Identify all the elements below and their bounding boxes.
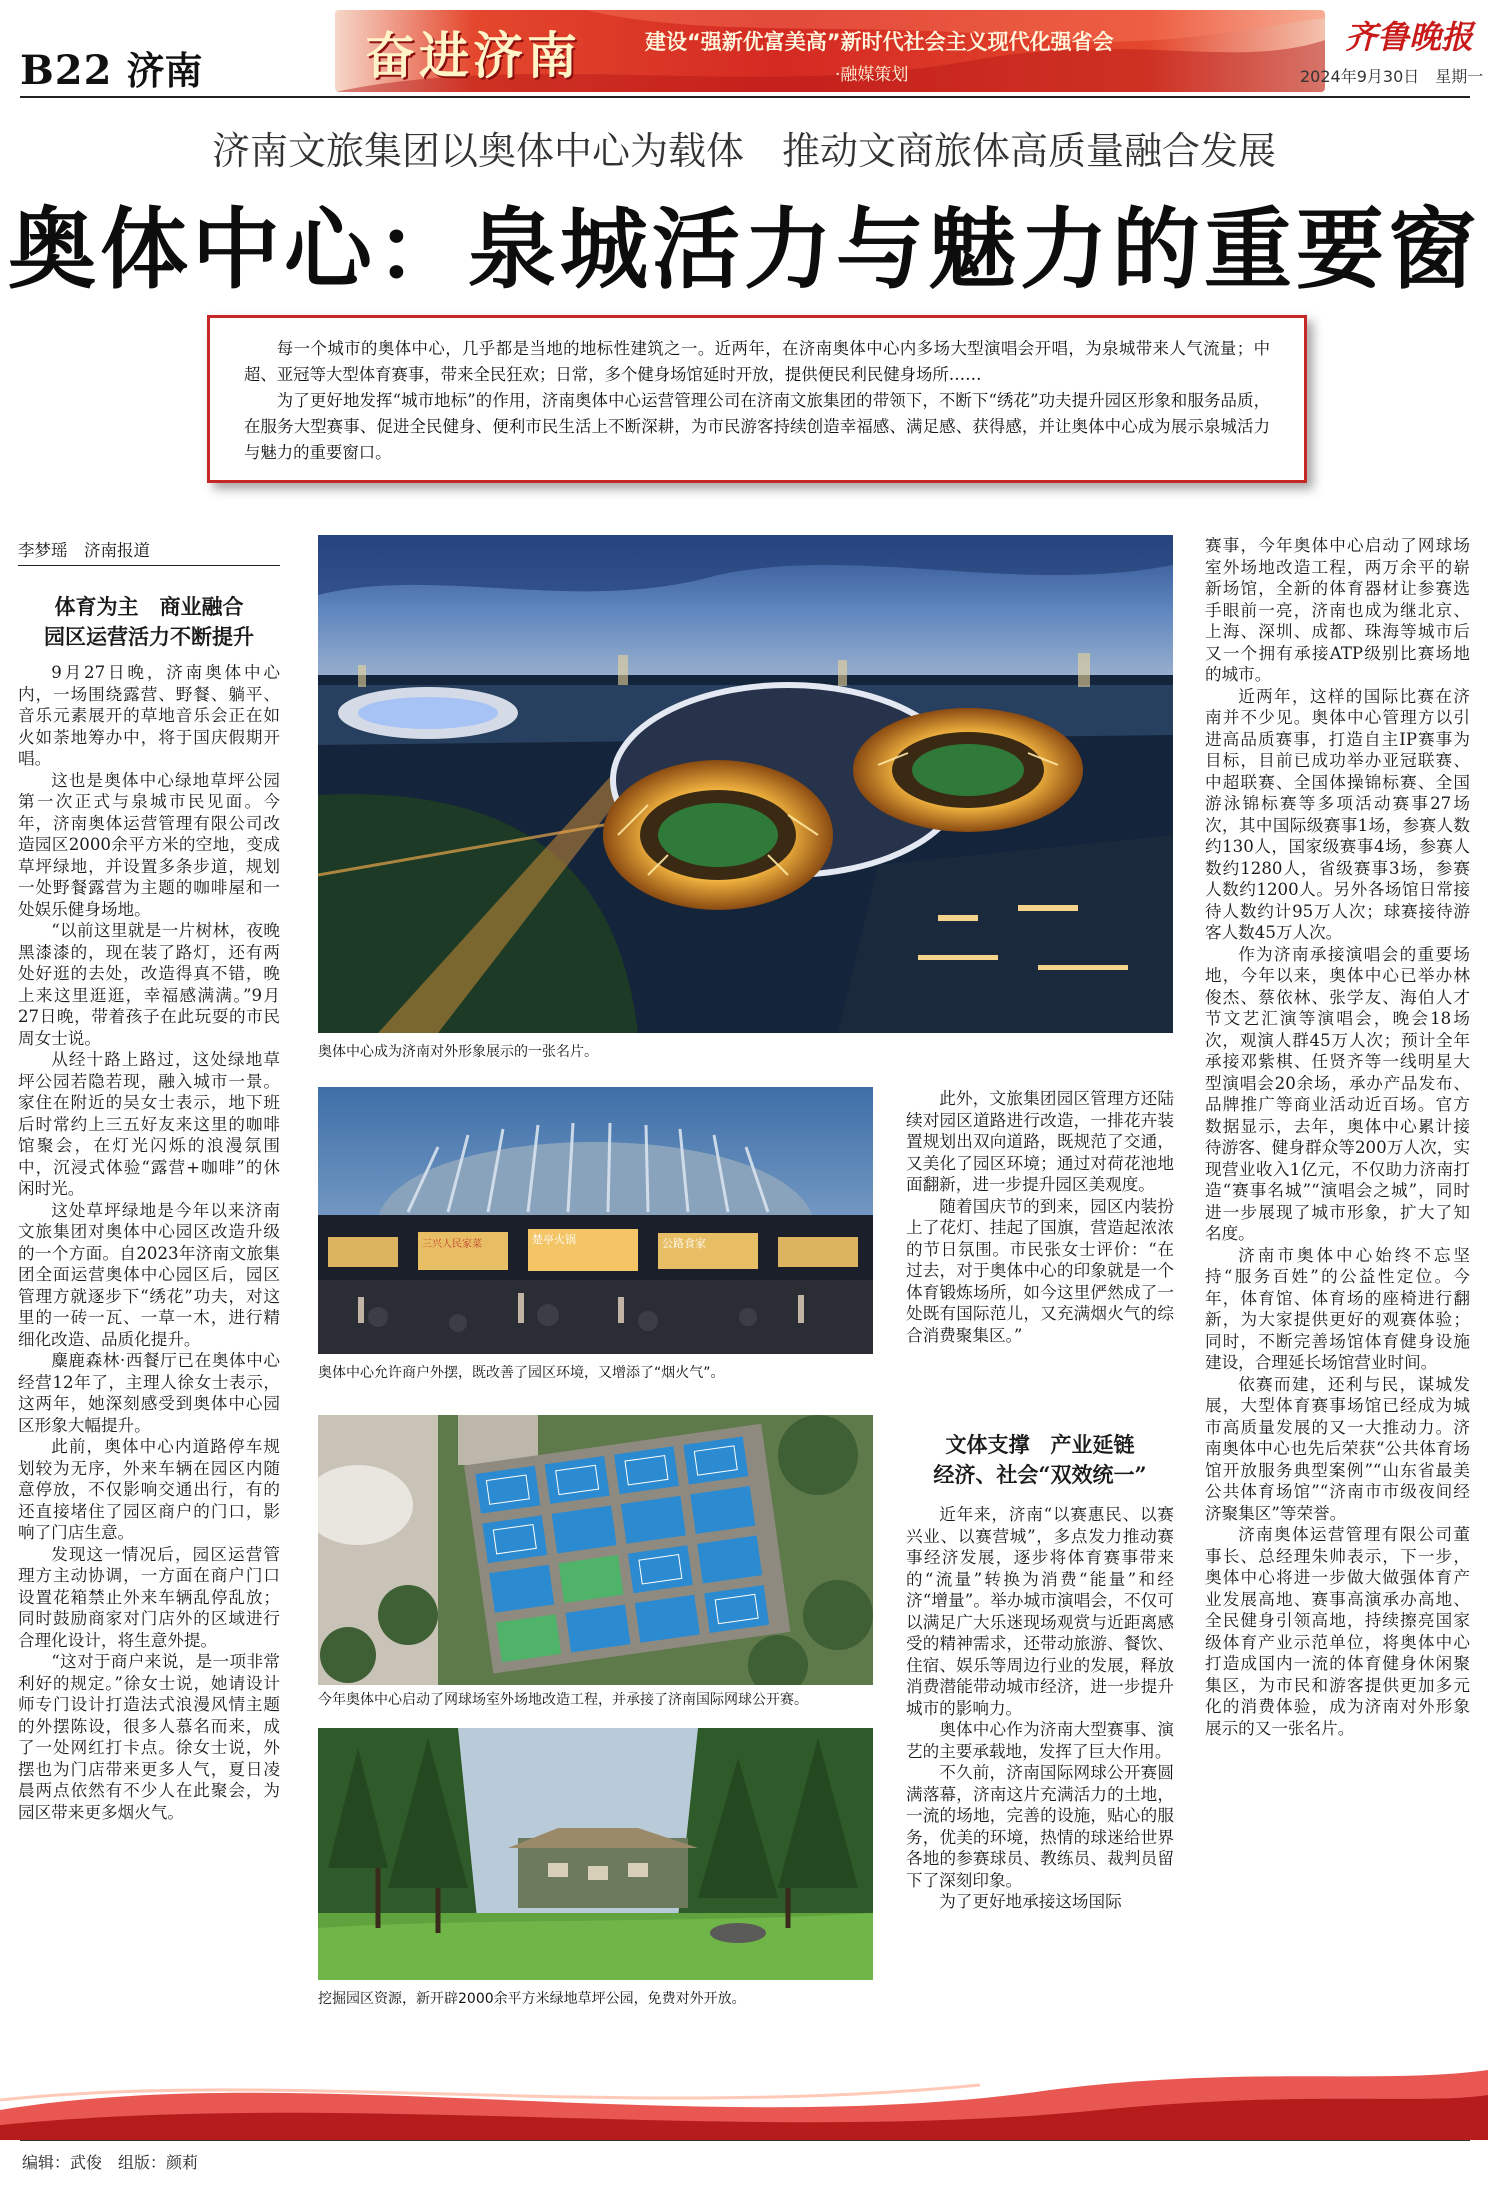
body-paragraph: 这处草坪绿地是今年以来济南文旅集团对奥体中心园区改造升级的一个方面。自2023年济南文旅集团全面运营奥体中心园区后，园区管理方就逐步下“绣花”功夫，对这里的一砖一瓦、一草一木，进行精细化改造、品质化提升。 (18, 1200, 280, 1349)
body-paragraph: 依赛而建，还利与民，谋城发展，大型体育赛事场馆已经成为城市高质量发展的又一大推动力。济南奥体中心也先后荣获“公共体育场馆开放服务典型案例”“山东省最美公共体育场馆”“济南市市级夜间经济聚集区”等荣誉。 (1205, 1374, 1470, 1523)
section-subhead (906, 1430, 1174, 1490)
page-header-left (20, 40, 203, 95)
photo-stadium-night-aerial (318, 535, 1173, 1033)
storefront-sign: 楚亭火锅 (532, 1233, 576, 1246)
body-paragraph: 从经十路上路过，这处绿地草坪公园若隐若现，融入城市一景。家住在附近的吴女士表示，地下班后时常约上三五好友来这里的咖啡馆聚会，在灯光闪烁的浪漫氛围中，沉浸式体验“露营+咖啡”的休闲时光。 (18, 1050, 280, 1198)
banner-subtitle: 建设“强新优富美高”新时代社会主义现代化强省会 (645, 30, 1114, 54)
body-paragraph: 作为济南承接演唱会的重要场地，今年以来，奥体中心已举办林俊杰、蔡依林、张学友、海伯人才节文艺汇演等演唱会，晚会18场次，观演人群45万人次；预计全年承接邓紫棋、任贤齐等一线明星大型演唱会20余场，承办产品发布、品牌推广等商业活动近百场。官方数据显示，去年，奥体中心累计接待游客、健身群众等200万人次，实现营业收入1亿元，不仅助力济南打造“赛事名城”“演唱会之城”，同时进一步展现了城市形象，扩大了知名度。 (1205, 944, 1470, 1243)
body-paragraph: 近年来，济南“以赛惠民、以赛兴业、以赛营城”，多点发力推动赛事经济发展，逐步将体育赛事带来的“流量”转换为消费“能量”和经济“增量”。举办城市演唱会，不仅可以满足广大乐迷现场观赏与近距离感受的精神需求，还带动旅游、餐饮、住宿、娱乐等周边行业的发展，释放消费潜能带动城市经济，进一步提升城市的影响力。 (906, 1505, 1174, 1718)
body-paragraph: 济南奥体运营管理有限公司董事长、总经理朱帅表示，下一步，奥体中心将进一步做大做强体育产业发展高地、赛事高演承办高地、全民健身引领高地，持续擦亮国家级体育产业示范单位，将奥体中心打造成国内一流的体育健身休闲聚集区，为市民和游客提供更加多元化的消费体验，成为济南对外形象展示的又一张名片。 (1205, 1525, 1470, 1738)
body-paragraph: 济南市奥体中心始终不忘坚持“服务百姓”的公益性定位。今年，体育馆、体育场的座椅进行翻新，为大家提供更好的观赛体验；同时，不断完善场馆体育健身设施建设，合理延长场馆营业时间。 (1205, 1245, 1470, 1372)
body-paragraph: 此前，奥体中心内道路停车规划较为无序，外来车辆在园区内随意停放，不仅影响交通出行，有的还直接堵住了园区商户的门口，影响了门店生意。 (18, 1437, 280, 1542)
body-paragraph: “以前这里就是一片树林，夜晚黑漆漆的，现在装了路灯，还有两处好逛的去处，改造得真不错，晚上来这里逛逛，幸福感满满。”9月27日晚，带着孩子在此玩耍的市民周女士说。 (18, 921, 280, 1048)
photo-caption: 挖掘园区资源，新开辟2000余平方米绿地草坪公园，免费对外开放。 (318, 1991, 746, 2007)
column-1 (18, 592, 280, 1823)
subhead-line: 园区运营活力不断提升 (44, 624, 254, 649)
photo-caption: 今年奥体中心启动了网球场室外场地改造工程，并承接了济南国际网球公开赛。 (318, 1692, 808, 1708)
column-3-upper (906, 1088, 1174, 1346)
photo-tennis-courts-aerial (318, 1415, 873, 1685)
body-paragraph: 此外，文旅集团园区管理方还陆续对园区道路进行改造，一排花卉装置规划出双向道路，既规范了交通，又美化了园区环境；通过对荷花池地面翻新，进一步提升园区美观度。 (906, 1089, 1174, 1194)
body-paragraph: 9月27日晚，济南奥体中心内，一场围绕露营、野餐、躺平、音乐元素展开的草地音乐会正在如火如荼地筹办中，将于国庆假期开唱。 (18, 663, 280, 768)
page-number: B22 (20, 47, 113, 94)
subhead-line: 经济、社会“双效统一” (933, 1462, 1147, 1487)
photo-caption: 奥体中心成为济南对外形象展示的一张名片。 (318, 1044, 598, 1060)
lead-paragraph: 为了更好地发挥“城市地标”的作用，济南奥体中心运营管理公司在济南文旅集团的带领下，不断下“绣花”功夫提升园区形象和服务品质，在服务大型赛事、促进全民健身、便利市民生活上不断深耕，为市民游客持续创造幸福感、满足感、获得感，并让奥体中心成为展示泉城活力与魅力的重要窗口。 (244, 391, 1270, 462)
subhead-line: 体育为主 商业融合 (54, 594, 244, 619)
footer-divider (20, 2140, 1470, 2141)
masthead-banner (335, 10, 1325, 92)
byline: 李梦瑶 济南报道 (18, 537, 280, 566)
body-paragraph: 麋鹿森林·西餐厅已在奥体中心经营12年了，主理人徐女士表示，这两年，她深刻感受到奥体中心园区形象大幅提升。 (18, 1351, 280, 1435)
column-4 (1205, 535, 1470, 1739)
body-paragraph: 发现这一情况后，园区运营管理方主动协调，一方面在商户门口设置花箱禁止外来车辆乱停乱放；同时鼓励商家对门店外的区域进行合理化设计，将生意外提。 (18, 1544, 280, 1650)
photo-stadium-storefronts (318, 1087, 873, 1354)
header-divider (20, 96, 1470, 98)
body-paragraph: 不久前，济南国际网球公开赛圆满落幕，济南这片充满活力的土地，一流的场地，完善的设施，贴心的服务，优美的环境，热情的球迷给世界各地的参赛球员、教练员、裁判员留下了深刻印象。 (906, 1763, 1174, 1890)
section-name: 济南 (126, 48, 203, 93)
storefront-sign: 公路食家 (662, 1237, 706, 1250)
body-paragraph: “这对于商户来说，是一项非常利好的规定。”徐女士说，她请设计师专门设计打造法式浪漫风情主题的外摆陈设，很多人慕名而来，成了一处网红打卡点。徐女士说，外摆也为门店带来更多人气，夏日凌晨两点依然有不少人在此聚会，为园区带来更多烟火气。 (18, 1652, 280, 1822)
newspaper-logo: 齐鲁晚报 (1345, 18, 1474, 56)
body-paragraph: 这也是奥体中心绿地草坪公园第一次正式与泉城市民见面。今年，济南奥体运营管理有限公司改造园区2000余平方米的空地，变成草坪绿地，并设置多条步道，规划一处野餐露营为主题的咖啡屋和一处娱乐健身场地。 (18, 770, 280, 919)
issue-date: 2024年9月30日 星期一 (1300, 67, 1484, 86)
lead-paragraph: 每一个城市的奥体中心，几乎都是当地的地标性建筑之一。近两年，在济南奥体中心内多场大型演唱会开唱，为泉城带来人气流量；中超、亚冠等大型体育赛事，带来全民狂欢；日常，多个健身场馆延时开放，提供便民利民健身场所…… (244, 339, 1270, 384)
section-subhead (18, 592, 280, 652)
banner-title: 奋进济南 (365, 27, 581, 85)
article-subtitle: 济南文旅集团以奥体中心为载体 推动文商旅体高质量融合发展 (211, 129, 1276, 173)
subhead-line: 文体支撑 产业延链 (945, 1432, 1135, 1457)
body-paragraph: 为了更好地承接这场国际 (939, 1892, 1122, 1911)
lead-summary-box (207, 315, 1307, 483)
photo-caption: 奥体中心允许商户外摆，既改善了园区环境，又增添了“烟火气”。 (318, 1365, 725, 1381)
column-3-lower (906, 1430, 1174, 1913)
body-paragraph: 赛事，今年奥体中心启动了网球场室外场地改造工程，两万余平的崭新场馆，全新的体育器材让参赛选手眼前一亮，济南也成为继北京、上海、深圳、成都、珠海等城市后又一个拥有承接ATP级别比赛场地的城市。 (1205, 536, 1470, 684)
article-headline: 奥体中心：泉城活力与魅力的重要窗 (7, 197, 1480, 301)
body-paragraph: 随着国庆节的到来，园区内装扮上了花灯、挂起了国旗，营造起浓浓的节日氛围。市民张女士评价：“在过去，对于奥体中心的印象就是一个体育锻炼场所，如今这里俨然成了一处既有国际范儿，又充满烟火气的综合消费聚集区。” (906, 1196, 1174, 1345)
body-paragraph: 奥体中心作为济南大型赛事、演艺的主要承载地，发挥了巨大作用。 (906, 1720, 1174, 1761)
body-paragraph: 近两年，这样的国际比赛在济南并不少见。奥体中心管理方以引进高品质赛事，打造自主IP赛事为目标，目前已成功举办亚冠联赛、中超联赛、全国体操锦标赛、全国游泳锦标赛等多项活动赛事27场次，其中国际级赛事1场，参赛人数约130人，国家级赛事4场，参赛人数约1280人，省级赛事3场，参赛人数约1200人。另外各场馆日常接待人数约计95万人次；球赛接待游客人数45万人次。 (1205, 686, 1470, 942)
storefront-sign: 三兴人民家菜 (422, 1239, 482, 1250)
photo-green-lawn-park (318, 1728, 873, 1980)
footer-decorative-ribbon (0, 2050, 1488, 2140)
banner-tag: ·融媒策划 (835, 65, 909, 85)
editor-credits: 编辑：武俊 组版：颜莉 (22, 2153, 199, 2172)
